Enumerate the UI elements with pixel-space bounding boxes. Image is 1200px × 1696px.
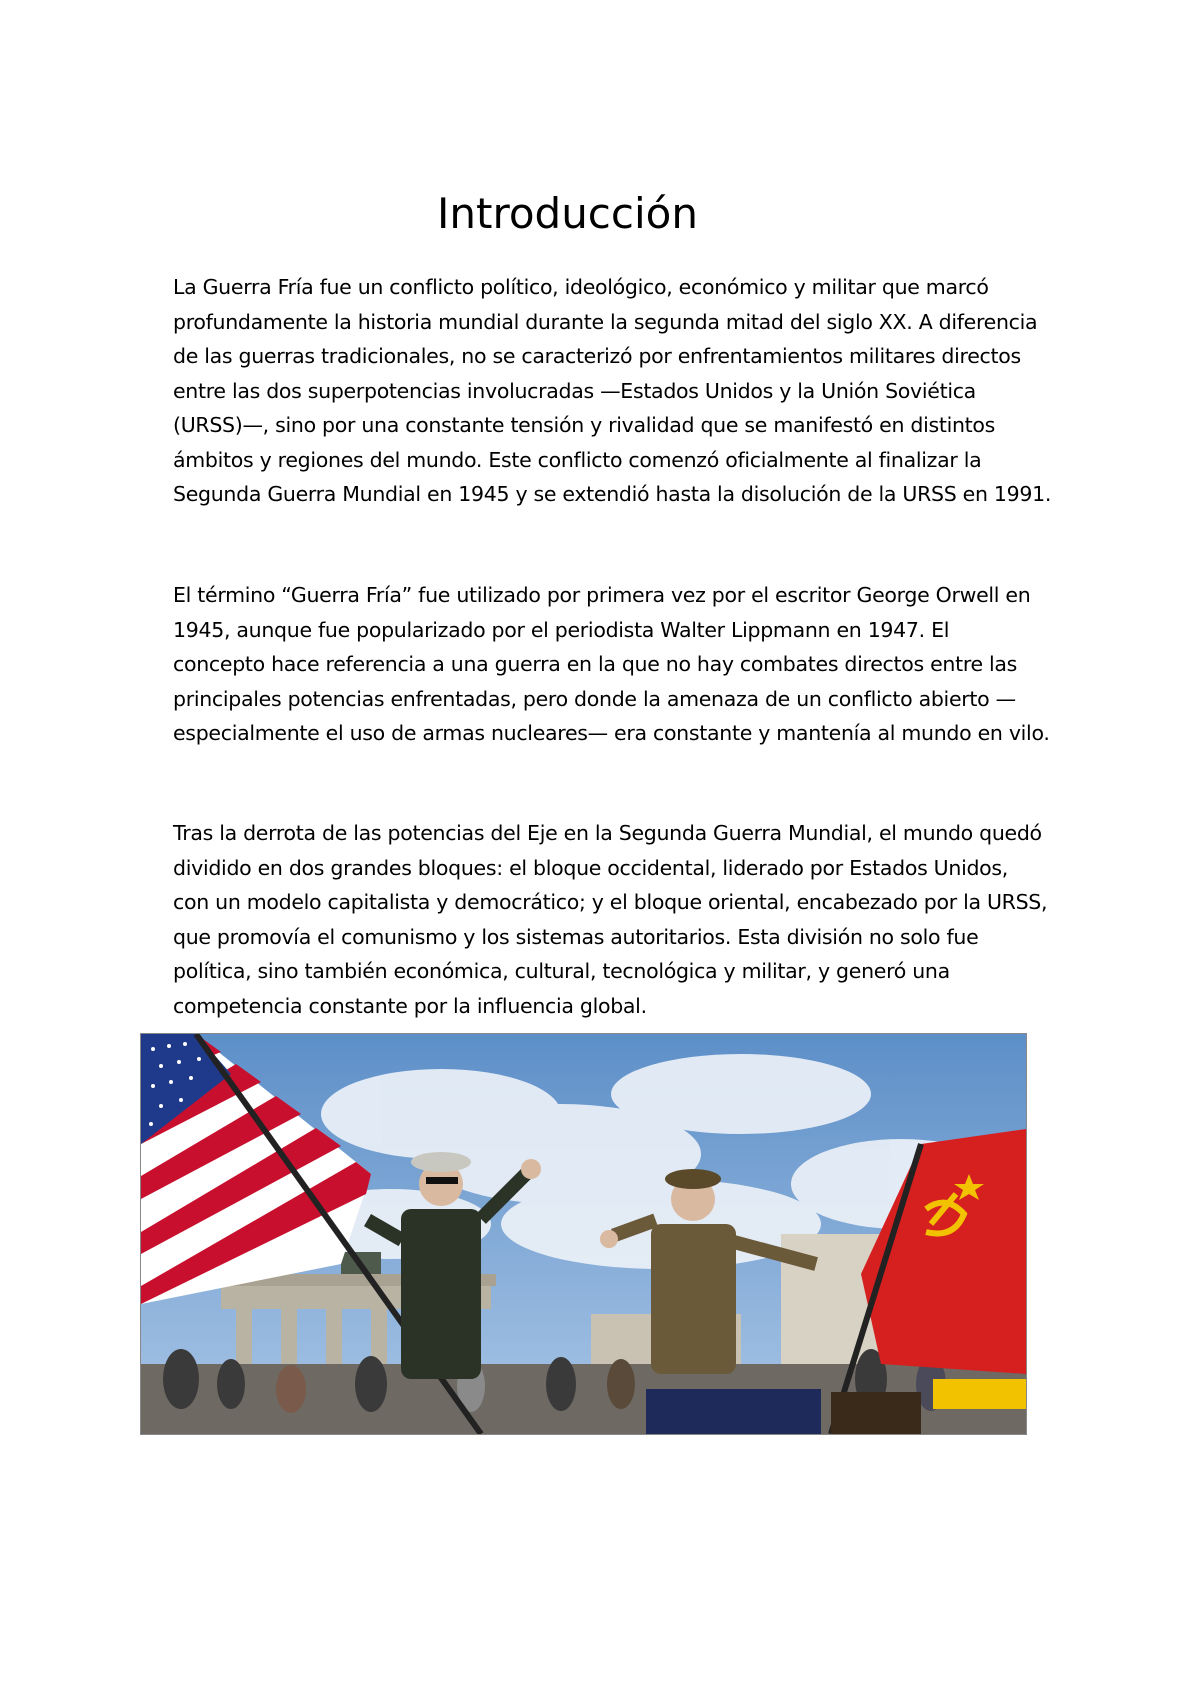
page-title: Introducción [437,189,698,238]
paragraph-1 [173,270,1052,512]
paragraph-line: dividido en dos grandes bloques: el bloque occidental, liderado por Estados Unidos, [173,855,1009,880]
paragraph-line: especialmente el uso de armas nucleares— era constante y mantenía al mundo en vilo. [173,721,1050,745]
paragraph-line: de las guerras tradicionales, no se caracterizó por enfrentamientos militares directos [173,344,1021,368]
paragraph-line: que promovía el comunismo y los sistemas autoritarios. Esta división no solo fue [173,924,979,949]
paragraph-line: Tras la derrota de las potencias del Eje en la Segunda Guerra Mundial, el mundo quedó [173,821,1042,845]
paragraph-line: política, sino también económica, cultural, tecnológica y militar, y generó una [173,959,950,983]
paragraph-line: profundamente la historia mundial durante la segunda mitad del siglo XX. A diferencia [173,309,1038,334]
paragraph-line: Segunda Guerra Mundial en 1945 y se extendió hasta la disolución de la URSS en 1991. [173,482,1052,506]
paragraph-line: 1945, aunque fue popularizado por el periodista Walter Lippmann en 1947. El [173,617,950,642]
paragraph-line: entre las dos superpotencias involucradas —Estados Unidos y la Unión Soviética [173,378,976,403]
paragraph-line: La Guerra Fría fue un conflicto político, ideológico, económico y militar que marcó [173,275,989,299]
paragraph-line: con un modelo capitalista y democrático; y el bloque oriental, encabezado por la URSS, [173,890,1048,914]
paragraph-line: principales potencias enfrentadas, pero donde la amenaza de un conflicto abierto — [173,686,1016,711]
paragraph-line: ámbitos y regiones del mundo. Este conflicto comenzó oficialmente al finalizar la [173,447,982,472]
paragraph-line: El término “Guerra Fría” fue utilizado por primera vez por el escritor George Orwell en [173,583,1031,607]
paragraph-3 [173,816,1048,1023]
paragraph-2 [173,578,1050,751]
paragraph-line: (URSS)—, sino por una constante tensión y rivalidad que se manifestó en distintos [173,413,996,437]
paragraph-line: competencia constante por la influencia global. [173,993,647,1018]
paragraph-line: concepto hace referencia a una guerra en la que no hay combates directos entre las [173,652,1018,676]
cold-war-photo [140,1033,1027,1435]
